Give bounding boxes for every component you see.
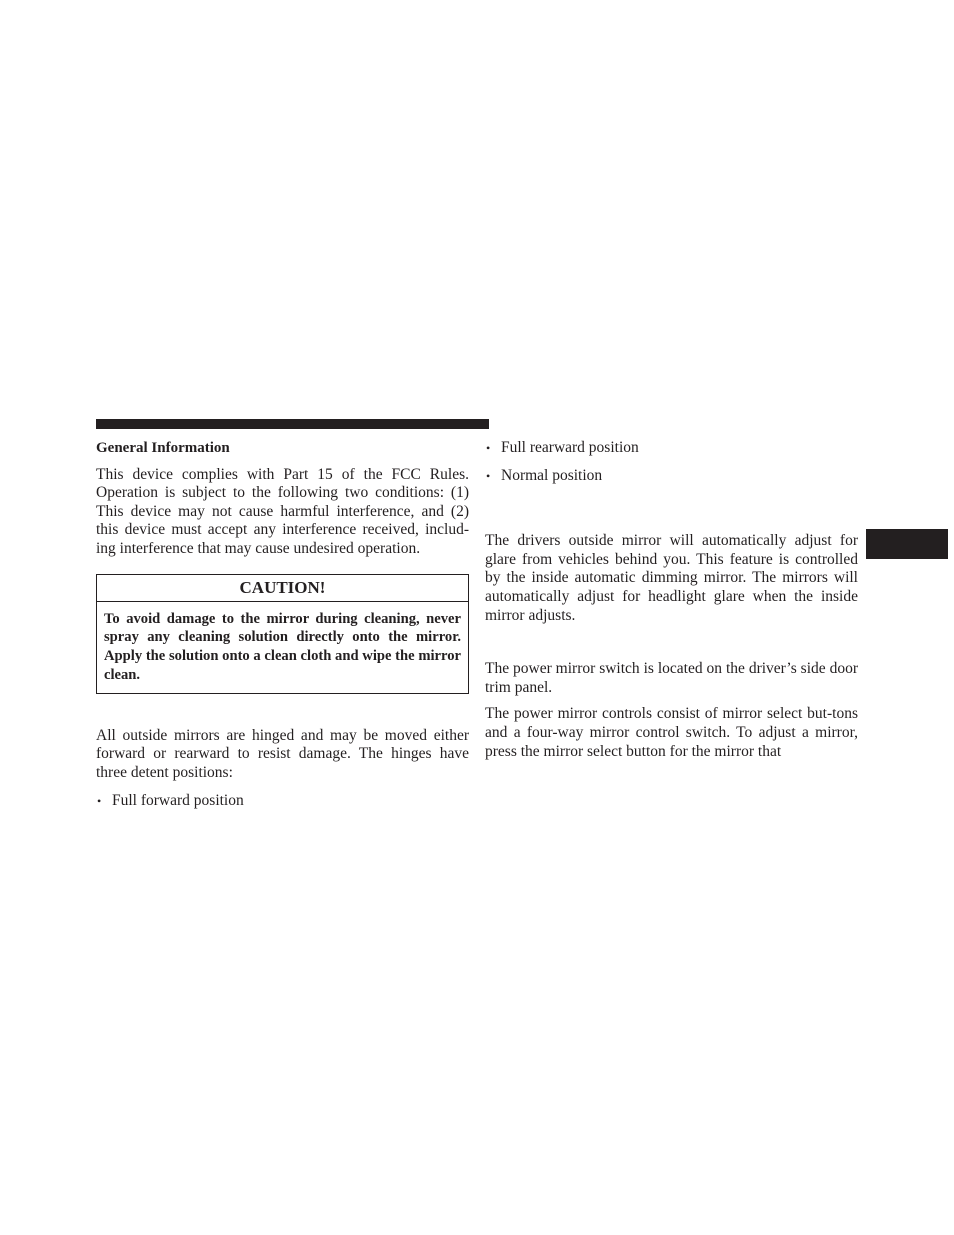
bullet-full-forward-text: Full forward position: [112, 791, 244, 809]
bullet-full-rearward-text: Full rearward position: [501, 439, 639, 456]
auto-dimming-paragraph: The drivers outside mirror will automatically adjust for glare from vehicles behind you. This feature is controlled by the inside automatic dimming mirror. The mirrors will automatically adjust for headlight glare when the inside mirror adjusts.: [485, 532, 858, 624]
bullet-normal-text: Normal position: [501, 466, 603, 484]
section-top-rule: [96, 419, 489, 429]
right-column: [485, 439, 858, 761]
power-mirror-controls-paragraph: The power mirror controls consist of mirror select but-tons and a four-way mirror control switch. To adjust a mirror, press the mirror select button for the mirror that: [485, 705, 858, 760]
caution-title: CAUTION!: [97, 575, 468, 602]
chapter-tab-marker: [866, 529, 948, 559]
bullet-full-rearward: [485, 439, 858, 458]
hinge-paragraph: All outside mirrors are hinged and may be moved either forward or rearward to resist damage. The hinges have three detent positions:: [96, 726, 469, 781]
fcc-compliance-paragraph: This device complies with Part 15 of the FCC Rules. Operation is subject to the following two conditions: (1) This device may not cause harmful interference, and (2) this device must accept any interference received, includ-ing interference that may cause undesired operation.: [96, 465, 469, 557]
bullet-dot-icon: •: [486, 468, 491, 483]
bullet-full-forward: [96, 792, 469, 811]
general-information-heading: General Information: [96, 440, 230, 456]
caution-box: [96, 574, 469, 694]
left-column: [96, 439, 469, 810]
bullet-normal: [485, 467, 858, 486]
caution-body: To avoid damage to the mirror during cleaning, never spray any cleaning solution directly onto the mirror. Apply the solution onto a clean cloth and wipe the mirror clean.: [104, 610, 461, 683]
bullet-dot-icon: •: [486, 441, 491, 455]
bullet-dot-icon: •: [97, 793, 102, 808]
power-mirror-switch-paragraph: The power mirror switch is located on the driver’s side door trim panel.: [485, 660, 858, 696]
